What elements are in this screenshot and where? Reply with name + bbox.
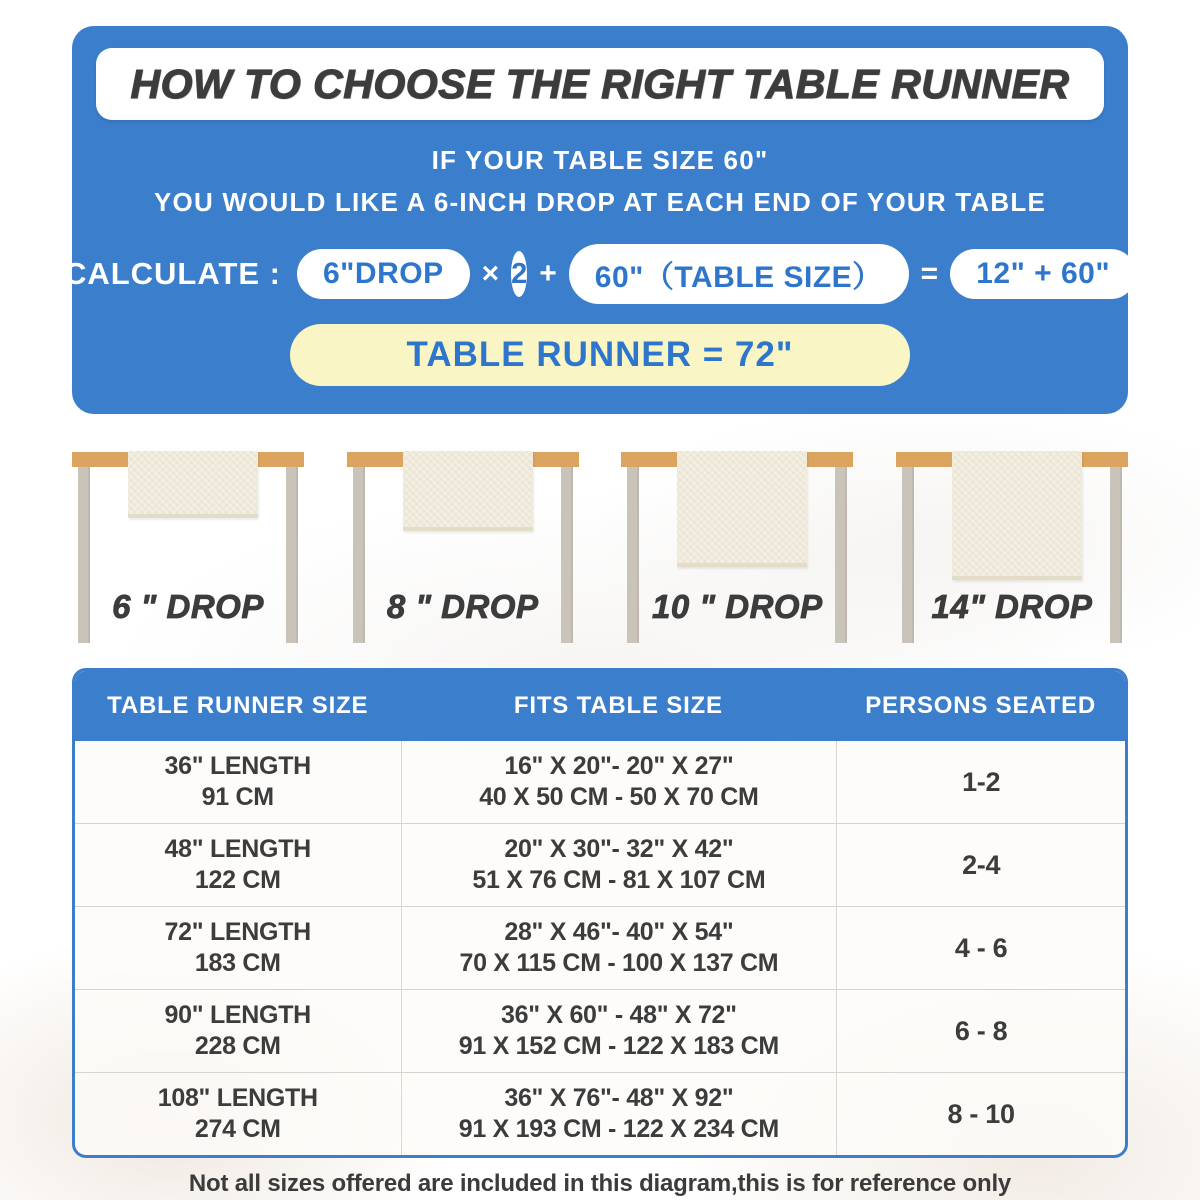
runner-length-cm: 228 CM bbox=[194, 1032, 281, 1060]
runner-length-cm: 183 CM bbox=[194, 949, 281, 977]
hero-card bbox=[63, 26, 1128, 414]
persons-cell bbox=[836, 824, 1125, 906]
table-runner-swatch bbox=[403, 451, 533, 531]
column-header-fits-table-size: FITS TABLE SIZE bbox=[513, 692, 723, 719]
plus-operator: + bbox=[539, 257, 557, 290]
fits-range-in: 28" X 46"- 40" X 54" bbox=[504, 918, 734, 946]
title-banner bbox=[96, 48, 1104, 120]
fits-range-in: 36" X 60" - 48" X 72" bbox=[501, 1001, 737, 1029]
fits-range-cm: 70 X 115 CM - 100 X 137 CM bbox=[459, 949, 779, 977]
result-text: TABLE RUNNER = 72" bbox=[406, 335, 794, 374]
drop-examples-row bbox=[72, 452, 1128, 654]
fits-range-cm: 40 X 50 CM - 50 X 70 CM bbox=[479, 783, 759, 811]
runner-size-cell bbox=[75, 990, 401, 1072]
subtitle-line-2: YOU WOULD LIKE A 6-INCH DROP AT EACH END OF YOUR TABLE bbox=[153, 187, 1046, 217]
table-runner-swatch bbox=[128, 451, 258, 518]
fits-size-cell bbox=[401, 824, 837, 906]
calculation-row bbox=[63, 244, 1111, 304]
fits-range-in: 36" X 76"- 48" X 92" bbox=[504, 1084, 734, 1112]
fits-range-cm: 91 X 193 CM - 122 X 234 CM bbox=[458, 1115, 779, 1143]
fits-size-cell bbox=[401, 1073, 837, 1155]
persons-value: 2-4 bbox=[962, 849, 1001, 880]
persons-cell bbox=[836, 907, 1125, 989]
runner-length-in: 48" LENGTH bbox=[164, 835, 311, 863]
runner-length-cm: 274 CM bbox=[194, 1115, 281, 1143]
table-illustration-14-drop bbox=[896, 452, 1128, 654]
runner-length-in: 108" LENGTH bbox=[157, 1084, 318, 1112]
drop-label: 14" DROP bbox=[931, 588, 1093, 625]
runner-size-cell bbox=[75, 741, 401, 823]
table-size-pill: 60"（TABLE SIZE） bbox=[569, 244, 909, 304]
sum-pill: 12" + 60" bbox=[950, 249, 1136, 299]
persons-value: 1-2 bbox=[962, 766, 1001, 797]
table-runner-swatch bbox=[677, 451, 807, 567]
fits-range-in: 16" X 20"- 20" X 27" bbox=[504, 752, 734, 780]
table-illustration-6-drop bbox=[72, 452, 304, 654]
result-pill bbox=[290, 324, 910, 386]
page-title: HOW TO CHOOSE THE RIGHT TABLE RUNNER bbox=[130, 60, 1070, 107]
runner-size-cell bbox=[75, 907, 401, 989]
runner-length-in: 36" LENGTH bbox=[164, 752, 311, 780]
persons-cell bbox=[836, 741, 1125, 823]
runner-length-cm: 91 CM bbox=[201, 783, 274, 811]
column-header-persons-seated: PERSONS SEATED bbox=[865, 692, 1097, 719]
table-illustration-8-drop bbox=[347, 452, 579, 654]
runner-length-in: 72" LENGTH bbox=[164, 918, 311, 946]
footer-note: Not all sizes offered are included in this diagram,this is for reference only bbox=[188, 1170, 1012, 1197]
runner-length-cm: 122 CM bbox=[194, 866, 281, 894]
fits-range-in: 20" X 30"- 32" X 42" bbox=[504, 835, 734, 863]
multiply-operator: × bbox=[481, 257, 500, 290]
runner-size-cell bbox=[75, 1073, 401, 1155]
table-illustration-10-drop bbox=[621, 452, 853, 654]
multiplier-badge: 2 bbox=[511, 251, 527, 297]
persons-cell bbox=[836, 1073, 1125, 1155]
fits-range-cm: 91 X 152 CM - 122 X 183 CM bbox=[458, 1032, 779, 1060]
table-runner-swatch bbox=[952, 451, 1082, 580]
runner-length-in: 90" LENGTH bbox=[164, 1001, 311, 1029]
size-chart-body bbox=[75, 741, 1125, 1155]
column-header-runner-size: TABLE RUNNER SIZE bbox=[107, 692, 369, 719]
fits-size-cell bbox=[401, 990, 837, 1072]
persons-value: 4 - 6 bbox=[954, 932, 1008, 963]
table-row bbox=[75, 906, 1125, 989]
drop-label: 10 " DROP bbox=[652, 588, 823, 625]
persons-value: 8 - 10 bbox=[947, 1098, 1015, 1129]
persons-value: 6 - 8 bbox=[954, 1015, 1008, 1046]
table-row bbox=[75, 989, 1125, 1072]
drop-label: 6 " DROP bbox=[112, 588, 264, 625]
drop-value-pill: 6"DROP bbox=[297, 249, 470, 299]
size-chart-header bbox=[75, 671, 1125, 741]
subtitle-line-1: IF YOUR TABLE SIZE 60" bbox=[431, 145, 769, 175]
drop-label: 8 " DROP bbox=[386, 588, 539, 625]
fits-range-cm: 51 X 76 CM - 81 X 107 CM bbox=[472, 866, 766, 894]
fits-size-cell bbox=[401, 741, 837, 823]
size-chart-card bbox=[72, 668, 1128, 1158]
table-row bbox=[75, 741, 1125, 823]
table-row bbox=[75, 823, 1125, 906]
runner-size-cell bbox=[75, 824, 401, 906]
table-row bbox=[75, 1072, 1125, 1155]
persons-cell bbox=[836, 990, 1125, 1072]
calculate-label: CALCULATE : bbox=[63, 256, 281, 291]
fits-size-cell bbox=[401, 907, 837, 989]
equals-operator: = bbox=[920, 257, 939, 290]
